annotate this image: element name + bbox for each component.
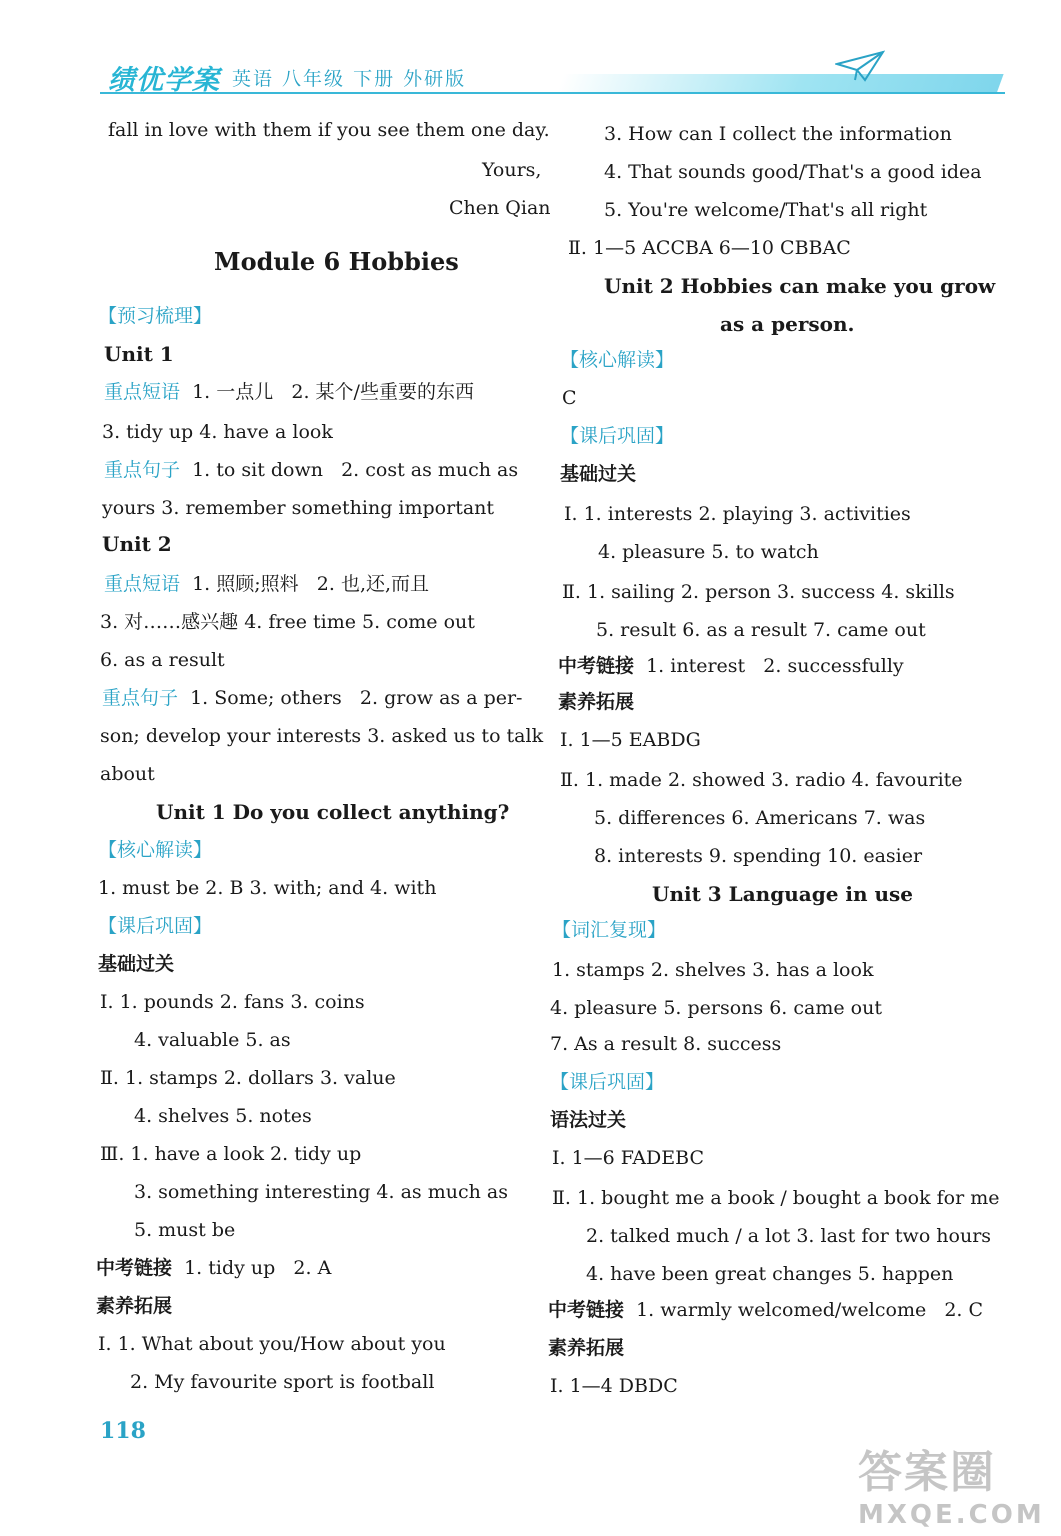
section-label: 【课后巩固】 — [560, 425, 675, 447]
answer-text: 2. My favourite sport is football — [130, 1371, 435, 1393]
right-line — [550, 1032, 781, 1056]
answer-text: 5. differences 6. Americans 7. was — [594, 807, 926, 829]
answer-text: as a person. — [720, 312, 855, 336]
right-line — [720, 312, 854, 337]
right-line — [604, 198, 927, 222]
answer-text: 1. tidy up 2. A — [172, 1257, 332, 1279]
answer-text: Unit 1 — [104, 342, 174, 366]
right-line — [560, 768, 963, 792]
right-line — [586, 1224, 991, 1248]
left-line — [100, 1142, 361, 1166]
answer-text: 4. have been great changes 5. happen — [586, 1263, 954, 1285]
left-line — [100, 762, 155, 786]
left-line — [102, 496, 494, 520]
right-line — [550, 996, 882, 1020]
left-line — [214, 247, 459, 276]
answer-text: Ⅱ. 1. bought me a book / bought a book for me — [552, 1187, 1000, 1209]
answer-text: C — [562, 387, 577, 409]
section-label: 重点短语 — [104, 381, 181, 403]
answer-text: 5. You're welcome/That's all right — [604, 199, 928, 221]
answer-text: 2. talked much / a lot 3. last for two hours — [586, 1225, 992, 1247]
right-line — [558, 654, 904, 678]
answer-text: 3. tidy up 4. have a look — [102, 421, 333, 443]
answer-text: 6. as a result — [100, 649, 225, 671]
left-line — [100, 990, 365, 1014]
header-rule — [100, 92, 1005, 94]
subsection-label: 基础过关 — [560, 463, 637, 485]
answer-text: son; develop your interests 3. asked us to talk — [100, 725, 544, 747]
answer-text: Ⅰ. 1—5 EABDG — [560, 729, 701, 751]
left-line — [156, 800, 509, 825]
answer-text: Yours, — [482, 159, 542, 181]
section-label: 【词汇复现】 — [552, 919, 667, 941]
left-line — [104, 380, 474, 404]
answer-text: yours 3. remember something important — [102, 497, 495, 519]
right-line — [596, 618, 926, 642]
right-line — [552, 958, 873, 982]
answer-text: Unit 2 Hobbies can make you grow — [604, 274, 996, 298]
answer-text: about — [100, 763, 155, 785]
right-line — [560, 728, 701, 752]
answer-text: Ⅰ. 1. interests 2. playing 3. activities — [564, 503, 911, 525]
answer-text: 1. 照顾;照料 2. 也,还,而且 — [180, 573, 430, 595]
right-line — [552, 1146, 704, 1170]
answer-text: Ⅱ. 1—5 ACCBA 6—10 CBBAC — [568, 237, 851, 259]
left-line — [102, 420, 333, 444]
subsection-label: 基础过关 — [98, 953, 175, 975]
paper-plane-icon — [835, 50, 885, 84]
left-line — [100, 648, 225, 672]
answer-text: 1. must be 2. B 3. with; and 4. with — [98, 877, 437, 899]
left-line — [102, 532, 172, 557]
answer-text: fall in love with them if you see them one day. — [108, 119, 550, 141]
left-line — [104, 458, 518, 482]
answer-text: 7. As a result 8. success — [550, 1033, 782, 1055]
right-line — [604, 160, 982, 184]
right-line — [550, 1374, 678, 1398]
section-label: 【预习梳理】 — [98, 305, 213, 327]
left-line — [134, 1104, 312, 1128]
subsection-label: 中考链接 — [548, 1299, 625, 1321]
left-line — [96, 1294, 172, 1318]
section-label: 【课后巩固】 — [550, 1071, 665, 1093]
answer-text: 5. result 6. as a result 7. came out — [596, 619, 926, 641]
subsection-label: 素养拓展 — [96, 1295, 173, 1317]
right-line — [604, 274, 995, 299]
answer-text: Ⅲ. 1. have a look 2. tidy up — [100, 1143, 362, 1165]
left-line — [98, 914, 212, 938]
right-line — [568, 236, 851, 260]
answer-text: 1. 一点儿 2. 某个/些重要的东西 — [180, 381, 474, 403]
section-label: 【核心解读】 — [560, 349, 675, 371]
answer-text: Ⅱ. 1. made 2. showed 3. radio 4. favourite — [560, 769, 963, 791]
left-line — [100, 610, 475, 634]
right-line — [598, 540, 819, 564]
right-line — [550, 1108, 626, 1132]
answer-text: Ⅰ. 1. pounds 2. fans 3. coins — [100, 991, 365, 1013]
right-line — [552, 918, 666, 942]
answer-text: 3. How can I collect the information — [604, 123, 952, 145]
watermark-url: MXQE.COM — [858, 1500, 1045, 1530]
right-line — [552, 1186, 1000, 1210]
answer-text: 5. must be — [134, 1219, 236, 1241]
answer-text: Ⅱ. 1. sailing 2. person 3. success 4. skills — [562, 581, 955, 603]
right-line — [560, 348, 674, 372]
right-line — [562, 386, 577, 410]
answer-text: 4. valuable 5. as — [134, 1029, 291, 1051]
answer-text: 3. 对……感兴趣 4. free time 5. come out — [100, 611, 475, 633]
right-line — [652, 882, 913, 907]
answer-text: 4. pleasure 5. to watch — [598, 541, 819, 563]
right-line — [586, 1262, 953, 1286]
right-line — [594, 806, 925, 830]
answer-text: Unit 3 Language in use — [652, 882, 914, 906]
left-line — [104, 342, 174, 367]
subsection-label: 语法过关 — [550, 1109, 627, 1131]
section-label: 【课后巩固】 — [98, 915, 213, 937]
left-line — [98, 304, 212, 328]
left-line — [98, 1332, 446, 1356]
answer-text: 3. something interesting 4. as much as — [134, 1181, 508, 1203]
right-line — [558, 690, 634, 714]
left-line — [108, 118, 550, 142]
answer-text: Ⅰ. 1—4 DBDC — [550, 1375, 678, 1397]
left-line — [134, 1180, 508, 1204]
left-line — [104, 572, 429, 596]
answer-text: 1. interest 2. successfully — [634, 655, 904, 677]
answer-text: Unit 1 Do you collect anything? — [156, 800, 510, 824]
answer-text: Ⅰ. 1. What about you/How about you — [98, 1333, 446, 1355]
brand-logo: 绩优学案 — [108, 65, 220, 96]
left-line — [134, 1028, 291, 1052]
watermark-logo — [858, 1436, 1048, 1530]
subsection-label: 中考链接 — [96, 1257, 173, 1279]
subsection-label: 素养拓展 — [548, 1337, 625, 1359]
section-label: 重点短语 — [104, 573, 181, 595]
watermark-text: 答案圈 — [858, 1447, 996, 1498]
right-line — [560, 462, 636, 486]
subsection-label: 素养拓展 — [558, 691, 635, 713]
answer-text: Ⅰ. 1—6 FADEBC — [552, 1147, 705, 1169]
answer-text: 8. interests 9. spending 10. easier — [594, 845, 923, 867]
section-label: 重点句子 — [102, 687, 179, 709]
answer-text: Unit 2 — [102, 532, 172, 556]
right-line — [548, 1336, 624, 1360]
answer-text: Ⅱ. 1. stamps 2. dollars 3. value — [100, 1067, 396, 1089]
answer-text: Chen Qian — [449, 197, 551, 219]
answer-text: 4. pleasure 5. persons 6. came out — [550, 997, 882, 1019]
left-line — [102, 686, 522, 710]
answer-text: 1. warmly welcomed/welcome 2. C — [624, 1299, 984, 1321]
left-line — [98, 838, 212, 862]
section-label: 重点句子 — [104, 459, 181, 481]
right-line — [594, 844, 922, 868]
header-band — [556, 74, 1003, 94]
answer-text: 1. stamps 2. shelves 3. has a look — [552, 959, 874, 981]
left-line — [96, 1256, 331, 1280]
answer-text: Module 6 Hobbies — [214, 247, 459, 276]
subsection-label: 中考链接 — [558, 655, 635, 677]
page-number: 118 — [100, 1418, 146, 1444]
section-label: 【核心解读】 — [98, 839, 213, 861]
page-header — [100, 48, 1005, 100]
left-line — [449, 196, 551, 220]
book-subtitle: 英语 八年级 下册 外研版 — [232, 68, 467, 90]
right-line — [564, 502, 911, 526]
right-line — [562, 580, 955, 604]
answer-text: 4. That sounds good/That's a good idea — [604, 161, 982, 183]
right-line — [560, 424, 674, 448]
left-line — [134, 1218, 235, 1242]
left-line — [130, 1370, 434, 1394]
right-line — [548, 1298, 983, 1322]
left-line — [100, 1066, 396, 1090]
left-line — [482, 158, 541, 182]
left-line — [100, 724, 543, 748]
left-line — [98, 876, 436, 900]
right-line — [604, 122, 952, 146]
answer-text: 1. Some; others 2. grow as a per- — [178, 687, 523, 709]
answer-text: 1. to sit down 2. cost as much as — [180, 459, 519, 481]
answer-text: 4. shelves 5. notes — [134, 1105, 312, 1127]
right-line — [550, 1070, 664, 1094]
left-line — [98, 952, 174, 976]
